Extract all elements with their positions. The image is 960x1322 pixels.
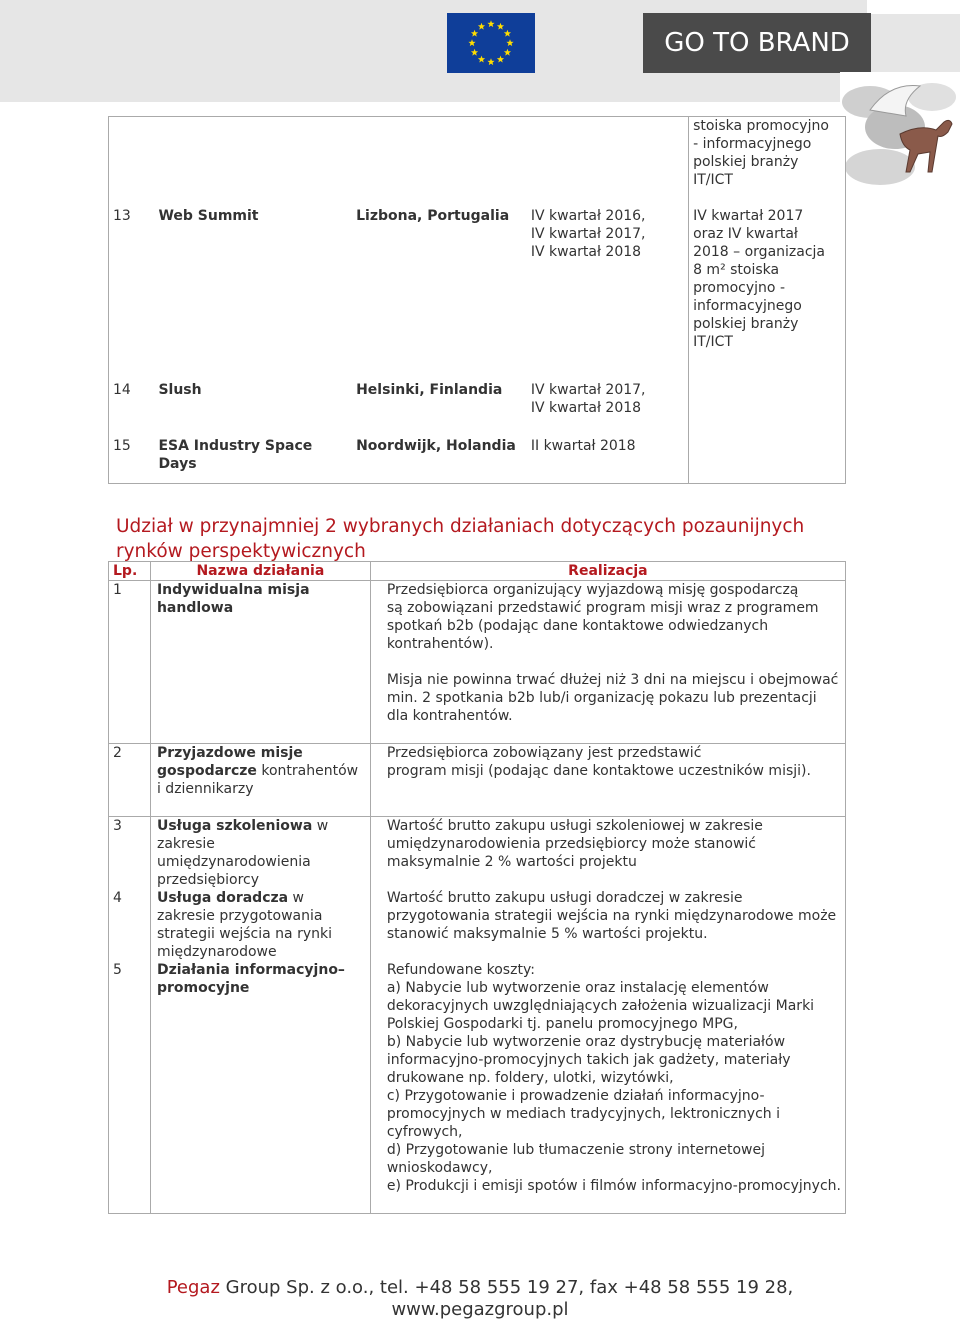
cell-name: Web Summit bbox=[158, 208, 259, 224]
name-bold: Przyjazdowe misje gospodarcze bbox=[156, 745, 303, 779]
cell-desc bbox=[689, 117, 846, 190]
cell-name bbox=[154, 117, 352, 190]
name-bold: Działania informacyjno– promocyjne bbox=[156, 962, 345, 996]
header-name: Nazwa działania bbox=[150, 562, 370, 581]
activities-table bbox=[108, 561, 846, 1214]
text-line: wnioskodawcy, bbox=[386, 1160, 493, 1176]
name-bold: Usługa szkoleniowa bbox=[156, 818, 313, 834]
eu-star-icon bbox=[504, 30, 511, 37]
cell-lp: 15 bbox=[109, 437, 155, 484]
cell-time bbox=[527, 371, 689, 437]
text-line: a) Nabycie lub wytworzenie oraz instalację elementów bbox=[386, 980, 769, 996]
text-line: program misji (podając dane kontaktowe uczestników misji). bbox=[386, 763, 811, 779]
cell-lp: 1 bbox=[109, 581, 151, 744]
text-line: IV kwartał 2018 bbox=[530, 400, 642, 416]
text-line: cyfrowych, bbox=[386, 1124, 463, 1140]
text-line: są zobowiązani przedstawić program misji wraz z programem bbox=[386, 600, 819, 616]
eu-star-icon bbox=[487, 20, 494, 27]
eu-star-icon bbox=[497, 23, 504, 30]
cell-name bbox=[150, 889, 370, 961]
text-line: drukowane np. foldery, ulotki, wizytówki, bbox=[386, 1070, 674, 1086]
text-line: min. 2 spotkania b2b lub/i organizację pokazu lub prezentacji bbox=[386, 690, 817, 706]
text-line: IT/ICT bbox=[693, 334, 733, 350]
text-line: dla kontrahentów. bbox=[386, 708, 513, 724]
header-lp: Lp. bbox=[109, 562, 151, 581]
name-bold: Indywidualna misja handlowa bbox=[156, 582, 310, 616]
text-line: promocyjnych w mediach tradycyjnych, lektronicznych i bbox=[386, 1106, 780, 1122]
name-bold: Usługa doradcza bbox=[156, 890, 289, 906]
text-line: IV kwartał 2017 bbox=[693, 208, 804, 224]
footer bbox=[0, 1277, 960, 1321]
text-line: Wartość brutto zakupu usługi szkoleniowej w zakresie bbox=[386, 818, 763, 834]
eu-star-icon bbox=[506, 39, 513, 46]
eu-star-icon bbox=[468, 39, 475, 46]
text-line: c) Przygotowanie i prowadzenie działań informacyjno- bbox=[386, 1088, 765, 1104]
cell-lp: 2 bbox=[109, 744, 151, 817]
cell-time bbox=[527, 437, 689, 484]
name-rest: kontrahentów i dziennikarzy bbox=[156, 763, 359, 797]
cell-name bbox=[150, 744, 370, 817]
text-line bbox=[387, 653, 841, 671]
pegasus-icon bbox=[840, 72, 960, 197]
text-line: Polskiej Gospodarki tj. panelu promocyjnego MPG, bbox=[386, 1016, 738, 1032]
text-line: dekoracyjnych uwzględniających założenia wizualizacji Marki bbox=[386, 998, 815, 1014]
cell-place: Lizbona, Portugalia bbox=[356, 208, 510, 224]
cell-place bbox=[352, 117, 527, 190]
text-line: IV kwartał 2017, bbox=[530, 226, 646, 242]
table-row bbox=[109, 117, 846, 190]
text-line: e) Produkcji i emisji spotów i filmów informacyjno-promocyjnych. bbox=[386, 1178, 841, 1194]
table-row bbox=[109, 581, 846, 744]
text-line: kontrahentów). bbox=[386, 636, 494, 652]
text-line: 8 m² stoiska bbox=[693, 262, 780, 278]
eu-star-icon bbox=[497, 56, 504, 63]
text-line: IV kwartał 2016, bbox=[530, 208, 646, 224]
cell-desc bbox=[689, 437, 846, 484]
text-line: Wartość brutto zakupu usługi doradczej w zakresie bbox=[386, 890, 743, 906]
eu-star-icon bbox=[504, 49, 511, 56]
cell-desc bbox=[689, 189, 846, 371]
cell-time bbox=[527, 117, 689, 190]
section-title: Udział w przynajmniej 2 wybranych działaniach dotyczących pozaunijnych rynków perspektywicznych bbox=[116, 516, 805, 562]
text-line: Przedsiębiorca zobowiązany jest przedstawić bbox=[386, 745, 702, 761]
eu-star-icon bbox=[478, 56, 485, 63]
cell-realization bbox=[370, 581, 845, 744]
footer-contact bbox=[0, 1277, 960, 1299]
footer-contact-rest: Group Sp. z o.o., tel. +48 58 555 19 27, fax +48 58 555 19 28, bbox=[219, 1277, 794, 1298]
cell-name: ESA Industry Space Days bbox=[154, 437, 352, 484]
cell-name bbox=[150, 581, 370, 744]
name-rest: w zakresie umiędzynarodowienia przedsiębiorcy bbox=[156, 818, 329, 888]
cell-lp bbox=[109, 117, 155, 190]
text-line: 2018 – organizacja bbox=[693, 244, 826, 260]
cell-realization bbox=[370, 889, 845, 961]
text-line: Przedsiębiorca organizujący wyjazdową misję gospodarczą bbox=[386, 582, 799, 598]
cell-lp: 13 bbox=[109, 189, 155, 371]
table-row bbox=[109, 371, 846, 437]
text-line: d) Przygotowanie lub tłumaczenie strony internetowej bbox=[386, 1142, 765, 1158]
text-line: IV kwartał 2018 bbox=[530, 244, 642, 260]
text-line: informacyjno-promocyjnych takich jak gadżety, materiały bbox=[386, 1052, 791, 1068]
text-line: stanowić maksymalnie 5 % wartości projektu. bbox=[386, 926, 708, 942]
table-row bbox=[109, 437, 846, 484]
text-line: - informacyjnego bbox=[693, 136, 812, 152]
eu-star-icon bbox=[471, 49, 478, 56]
table-row bbox=[109, 961, 846, 1214]
text-line: maksymalnie 2 % wartości projektu bbox=[386, 854, 637, 870]
cell-lp: 3 bbox=[109, 817, 151, 890]
cell-lp: 5 bbox=[109, 961, 151, 1214]
text-line: promocyjno - bbox=[693, 280, 785, 296]
text-line: b) Nabycie lub wytworzenie oraz dystrybucję materiałów bbox=[386, 1034, 786, 1050]
header-corner bbox=[867, 0, 960, 14]
cell-realization bbox=[370, 744, 845, 817]
text-line: oraz IV kwartał bbox=[693, 226, 798, 242]
events-table bbox=[108, 116, 846, 484]
eu-star-icon bbox=[478, 23, 485, 30]
cell-time bbox=[527, 189, 689, 371]
name-rest: w zakresie przygotowania strategii wejścia na rynki międzynarodowe bbox=[156, 890, 332, 960]
eu-star-icon bbox=[471, 30, 478, 37]
cell-realization bbox=[370, 961, 845, 1214]
text-line: spotkań b2b (podając dane kontaktowe odwiedzanych bbox=[386, 618, 769, 634]
cell-lp: 14 bbox=[109, 371, 155, 437]
cell-name bbox=[150, 817, 370, 890]
table-row bbox=[109, 744, 846, 817]
table-row bbox=[109, 817, 846, 890]
cell-desc bbox=[689, 371, 846, 437]
cell-place: Helsinki, Finlandia bbox=[356, 382, 503, 398]
footer-company: Pegaz bbox=[166, 1277, 220, 1298]
text-line: umiędzynarodowienia przedsiębiorcy może stanowić bbox=[386, 836, 756, 852]
cell-realization bbox=[370, 817, 845, 890]
text-line: II kwartał 2018 bbox=[530, 438, 636, 454]
table-header-row bbox=[109, 562, 846, 581]
text-line: stoiska promocyjno bbox=[693, 118, 829, 134]
text-line: przygotowania strategii wejścia na rynki międzynarodowe może bbox=[386, 908, 837, 924]
cell-place: Noordwijk, Holandia bbox=[352, 437, 527, 484]
table-row bbox=[109, 889, 846, 961]
footer-url[interactable]: www.pegazgroup.pl bbox=[391, 1299, 569, 1320]
text-line: polskiej branży bbox=[693, 316, 799, 332]
text-line: Misja nie powinna trwać dłużej niż 3 dni na miejscu i obejmować bbox=[386, 672, 839, 688]
eu-star-icon bbox=[487, 58, 494, 65]
brand-text: GO TO BRAND bbox=[664, 28, 850, 58]
table-row bbox=[109, 189, 846, 371]
text-line: Refundowane koszty: bbox=[386, 962, 535, 978]
cell-lp: 4 bbox=[109, 889, 151, 961]
text-line: IV kwartał 2017, bbox=[530, 382, 646, 398]
text-line: polskiej branży bbox=[693, 154, 799, 170]
text-line: IT/ICT bbox=[693, 172, 733, 188]
cell-name: Slush bbox=[158, 382, 202, 398]
text-line: informacyjnego bbox=[693, 298, 802, 314]
cell-name bbox=[150, 961, 370, 1214]
eu-flag-icon bbox=[447, 13, 535, 73]
brand-logo bbox=[643, 13, 871, 73]
header-realization: Realizacja bbox=[370, 562, 845, 581]
